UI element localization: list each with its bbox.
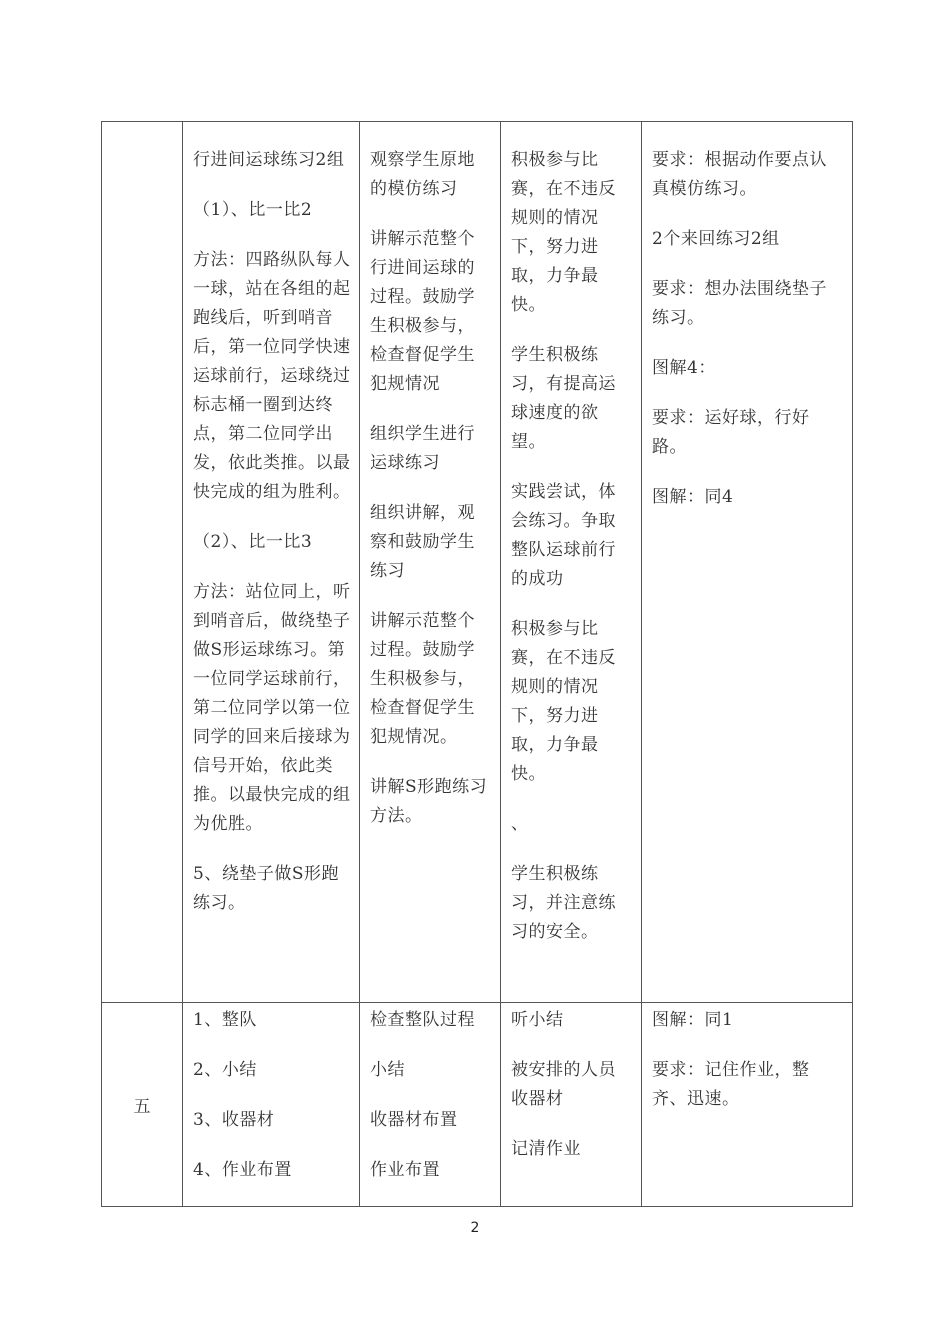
notes-paragraph: 要求：根据动作要点认真模仿练习。 [652, 150, 827, 199]
content-cell [183, 1003, 360, 1207]
teacher-paragraph: 收器材布置 [370, 1110, 458, 1130]
notes-paragraph: 要求：运好球，行好路。 [652, 408, 810, 457]
table-row [102, 1003, 853, 1207]
content-cell [183, 122, 360, 1003]
student-cell [501, 122, 642, 1003]
content-paragraph: 3、收器材 [193, 1110, 275, 1130]
notes-cell [642, 122, 853, 1003]
content-paragraph: 方法：四路纵队每人一球，站在各组的起跑线后，听到哨音后，第一位同学快速运球前行，运球绕过标志桶一圈到达终点，第二位同学出发，依此类推。以最快完成的组为胜利。 [193, 250, 351, 502]
teacher-paragraph: 讲解示范整个行进间运球的过程。鼓励学生积极参与，检查督促学生犯规情况 [370, 229, 475, 394]
notes-paragraph: 图解：同4 [652, 487, 734, 507]
content-paragraph: 5、绕垫子做S形跑练习。 [193, 864, 339, 913]
teacher-paragraph: 组织讲解，观察和鼓励学生练习 [370, 503, 475, 581]
content-paragraph: 1、整队 [193, 1010, 257, 1030]
student-paragraph: 、 [511, 814, 529, 834]
content-paragraph: 行进间运球练习2组 [193, 150, 345, 170]
notes-cell [642, 1003, 853, 1207]
lesson-plan-table [101, 121, 853, 1207]
section-label: 五 [102, 1003, 183, 1207]
table-row [102, 122, 853, 1003]
teacher-paragraph: 观察学生原地的模仿练习 [370, 150, 475, 199]
student-paragraph: 被安排的人员收器材 [511, 1060, 616, 1109]
teacher-paragraph: 讲解S形跑练习方法。 [370, 777, 488, 826]
student-paragraph: 实践尝试，体会练习。争取整队运球前行的成功 [511, 482, 616, 589]
content-paragraph: （1）、比一比2 [193, 200, 313, 220]
teacher-paragraph: 作业布置 [370, 1160, 440, 1180]
notes-paragraph: 图解：同1 [652, 1010, 734, 1030]
teacher-paragraph: 组织学生进行运球练习 [370, 424, 475, 473]
student-cell [501, 1003, 642, 1207]
student-paragraph: 学生积极练习，有提高运球速度的欲望。 [511, 345, 616, 452]
notes-paragraph: 要求：想办法围绕垫子练习。 [652, 279, 827, 328]
student-paragraph: 记清作业 [511, 1139, 581, 1159]
content-paragraph: 方法：站位同上，听到哨音后，做绕垫子做S形运球练习。第一位同学运球前行，第二位同学以第一位同学的回来后接球为信号开始，依此类推。以最快完成的组为优胜。 [193, 582, 351, 834]
student-paragraph: 积极参与比赛，在不违反规则的情况下，努力进取，力争最快。 [511, 619, 616, 784]
page-number: 2 [470, 1220, 480, 1236]
student-paragraph: 学生积极练习，并注意练习的安全。 [511, 864, 616, 942]
notes-paragraph: 图解4： [652, 358, 716, 378]
teacher-paragraph: 讲解示范整个过程。鼓励学生积极参与，检查督促学生犯规情况。 [370, 611, 475, 747]
section-cell [102, 122, 183, 1003]
notes-paragraph: 2个来回练习2组 [652, 229, 780, 249]
student-paragraph: 听小结 [511, 1010, 564, 1030]
content-paragraph: 2、小结 [193, 1060, 257, 1080]
teacher-cell [360, 122, 501, 1003]
notes-paragraph: 要求：记住作业，整齐、迅速。 [652, 1060, 810, 1109]
teacher-paragraph: 小结 [370, 1060, 405, 1080]
content-paragraph: （2）、比一比3 [193, 532, 313, 552]
student-paragraph: 积极参与比赛，在不违反规则的情况下，努力进取，力争最快。 [511, 150, 616, 315]
teacher-paragraph: 检查整队过程 [370, 1010, 475, 1030]
content-paragraph: 4、作业布置 [193, 1160, 292, 1180]
teacher-cell [360, 1003, 501, 1207]
